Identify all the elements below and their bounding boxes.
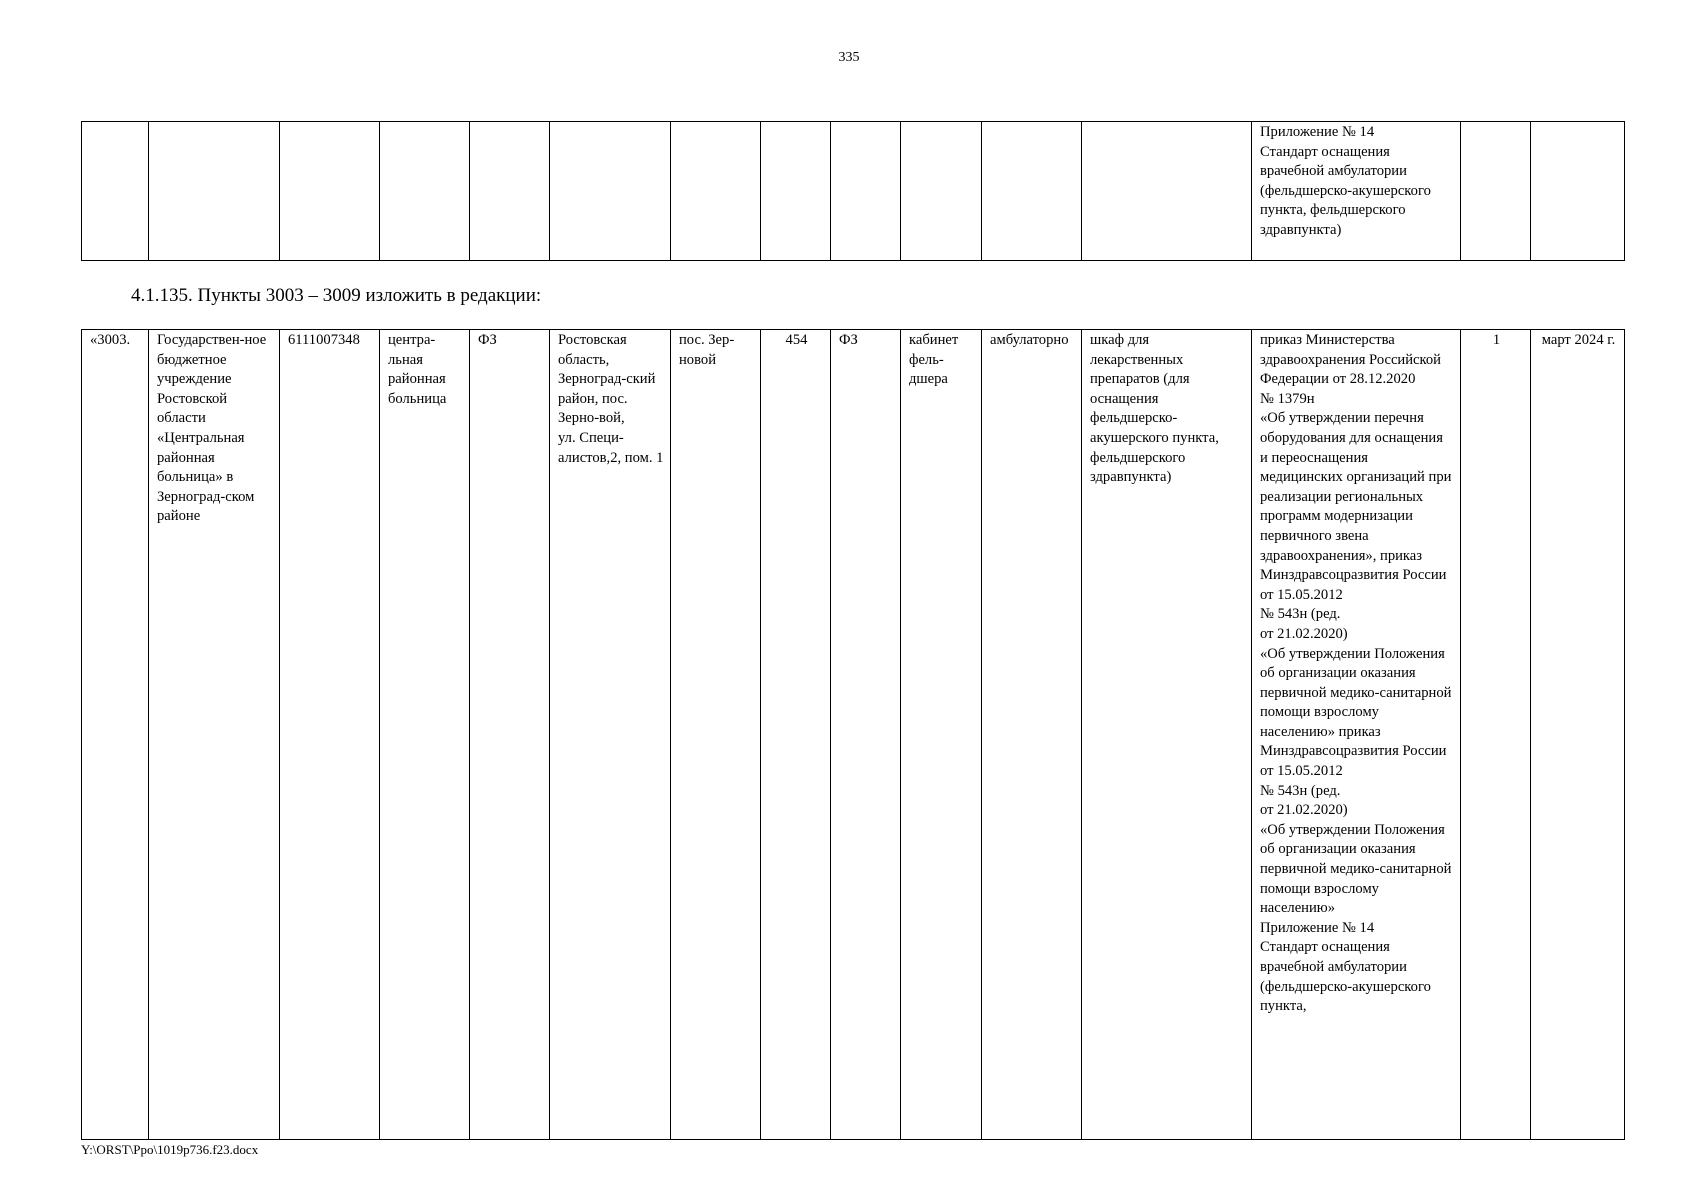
settlement-cell: пос. Зер-новой <box>671 330 761 1140</box>
table-cell <box>761 122 831 261</box>
unit-type-cell-2: ФЗ <box>831 330 901 1140</box>
table-cell <box>671 122 761 261</box>
table-cell <box>380 122 470 261</box>
item-number-cell: «3003. <box>82 330 149 1140</box>
deadline-cell: март 2024 г. <box>1531 330 1625 1140</box>
table-cell <box>82 122 149 261</box>
inn-cell: 6111007348 <box>280 330 380 1140</box>
file-path-footer: Y:\ORST\Ppo\1019p736.f23.docx <box>81 1142 259 1157</box>
table-cell-legal-basis: Приложение № 14 Стандарт оснащения врачебной амбулатории (фельдшерско-акушерского пункта, фельдшерского здравпункта) <box>1252 122 1461 261</box>
table-cell <box>901 122 982 261</box>
room-cell: кабинет фель-дшера <box>901 330 982 1140</box>
table-cell <box>149 122 280 261</box>
page-number: 335 <box>838 50 860 65</box>
table-cell <box>1461 122 1531 261</box>
table-cell <box>280 122 380 261</box>
table-cell <box>1082 122 1252 261</box>
organization-type-cell: центра-льная районная больница <box>380 330 470 1140</box>
table-cell <box>982 122 1082 261</box>
quantity-cell: 1 <box>1461 330 1531 1140</box>
unit-type-cell: ФЗ <box>470 330 550 1140</box>
table-cell <box>470 122 550 261</box>
address-cell: Ростовская область, Зерноград-ский район, пос. Зерно-вой, ул. Специ-алистов,2, пом. 1 <box>550 330 671 1140</box>
table-cell <box>1531 122 1625 261</box>
organization-name-cell: Государствен-ное бюджетное учреждение Ростовской области «Центральная районная больница» в Зерноград-ском районе <box>149 330 280 1140</box>
care-form-cell: амбулаторно <box>982 330 1082 1140</box>
table-cell <box>550 122 671 261</box>
amendment-table <box>81 329 1625 1140</box>
table-cell <box>831 122 901 261</box>
table-row <box>82 122 1625 261</box>
table-row-3003 <box>82 330 1625 1140</box>
equipment-cell: шкаф для лекарственных препаратов (для оснащения фельдшерско-акушерского пункта, фельдшерского здравпункта) <box>1082 330 1252 1140</box>
legal-basis-cell: приказ Министерства здравоохранения Российской Федерации от 28.12.2020 № 1379н «Об утверждении перечня оборудования для оснащения и переоснащения медицинских организаций при реализации региональных программ модернизации первичного звена здравоохранения», приказ Минздравсоцразвития России от 15.05.2012 № 543н (ред. от 21.02.2020) «Об утверждении Положения об организации оказания первичной медико-санитарной помощи взрослому населению» приказ Минздравсоцразвития России от 15.05.2012 № 543н (ред. от 21.02.2020) «Об утверждении Положения об организации оказания первичной медико-санитарной помощи взрослому населению» Приложение № 14 Стандарт оснащения врачебной амбулатории (фельдшерско-акушерского пункта, <box>1252 330 1461 1140</box>
continuation-table <box>81 121 1625 261</box>
amendment-instruction: 4.1.135. Пункты 3003 – 3009 изложить в редакции: <box>131 285 542 306</box>
population-cell: 454 <box>761 330 831 1140</box>
